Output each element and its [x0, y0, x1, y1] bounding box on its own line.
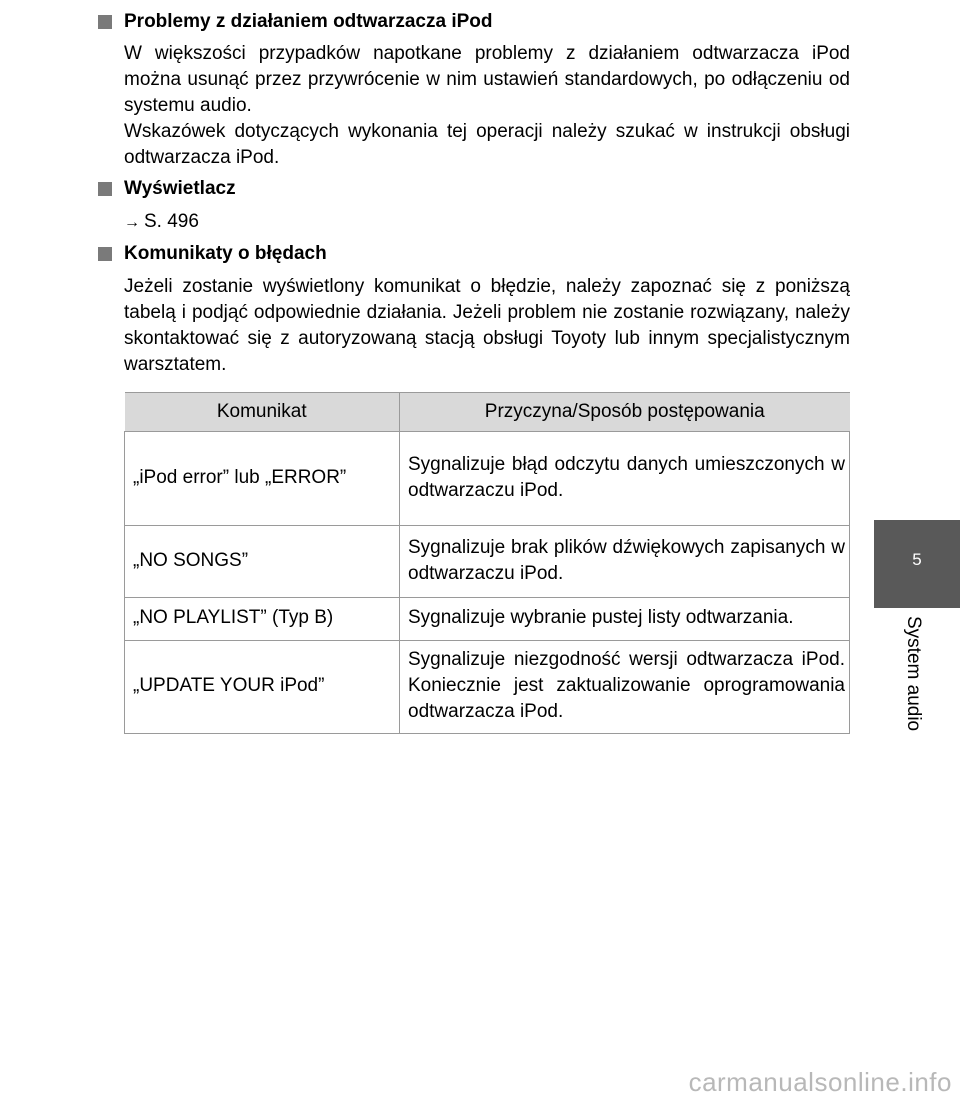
square-bullet-icon [98, 247, 112, 261]
table-cell-message: „NO SONGS” [125, 526, 400, 598]
table-row [125, 432, 850, 526]
table-cell-cause: Sygnalizuje wybranie pustej listy odtwarzania. [400, 598, 850, 641]
errors-paragraph [124, 274, 850, 378]
table-cell-cause: Sygnalizuje niezgodność wersji odtwarzacza iPod. Koniecznie jest zaktualizowanie oprogramowania odtwarzacza iPod. [400, 641, 850, 734]
display-page-reference [124, 209, 199, 236]
section-heading-display-text: Wyświetlacz [124, 178, 236, 199]
table-row [125, 598, 850, 641]
display-page-reference-text: S. 496 [144, 211, 199, 232]
ipod-paragraphs [124, 41, 850, 171]
square-bullet-icon [98, 182, 112, 196]
watermark: carmanualsonline.info [688, 1067, 952, 1097]
table-header-row [125, 393, 850, 432]
section-heading-errors [98, 242, 327, 266]
right-arrow-icon: → [124, 214, 140, 231]
table-cell-message: „UPDATE YOUR iPod” [125, 641, 400, 734]
ipod-paragraph-1: W większości przypadków napotkane problemy z działaniem odtwarzacza iPod można usunąć przez przywrócenie w nim ustawień standardowych, po odłączeniu od systemu audio. [124, 43, 850, 116]
table-row [125, 641, 850, 734]
table-header-cause: Przyczyna/Sposób postępowania [400, 393, 850, 432]
table-header-message: Komunikat [125, 393, 400, 432]
chapter-label [874, 608, 960, 908]
section-heading-errors-text: Komunikaty o błędach [124, 243, 327, 264]
table-cell-message: „NO PLAYLIST” (Typ B) [125, 598, 400, 641]
section-heading-ipod-text: Problemy z działaniem odtwarzacza iPod [124, 11, 493, 32]
table-cell-message: „iPod error” lub „ERROR” [125, 432, 400, 526]
ipod-paragraph-2: Wskazówek dotyczących wykonania tej operacji należy szukać w instrukcji obsługi odtwarzacza iPod. [124, 121, 850, 168]
errors-paragraph-text: Jeżeli zostanie wyświetlony komunikat o błędzie, należy zapoznać się z poniższą tabelą i podjąć odpowiednie działania. Jeżeli problem nie zostanie rozwiązany, należy skontaktować się z autoryzowaną stacją obsługi Toyoty lub innym specjalistycznym warsztatem. [124, 276, 850, 375]
chapter-tab [874, 520, 960, 608]
table-row [125, 526, 850, 598]
section-heading-display [98, 177, 236, 201]
table-cell-cause: Sygnalizuje błąd odczytu danych umieszczonych w odtwarzaczu iPod. [400, 432, 850, 526]
chapter-number: 5 [912, 550, 922, 569]
square-bullet-icon [98, 15, 112, 29]
section-heading-ipod [98, 10, 493, 34]
error-messages-table [124, 392, 850, 734]
chapter-label-text: System audio [903, 616, 924, 732]
table-cell-cause: Sygnalizuje brak plików dźwiękowych zapisanych w odtwarzaczu iPod. [400, 526, 850, 598]
